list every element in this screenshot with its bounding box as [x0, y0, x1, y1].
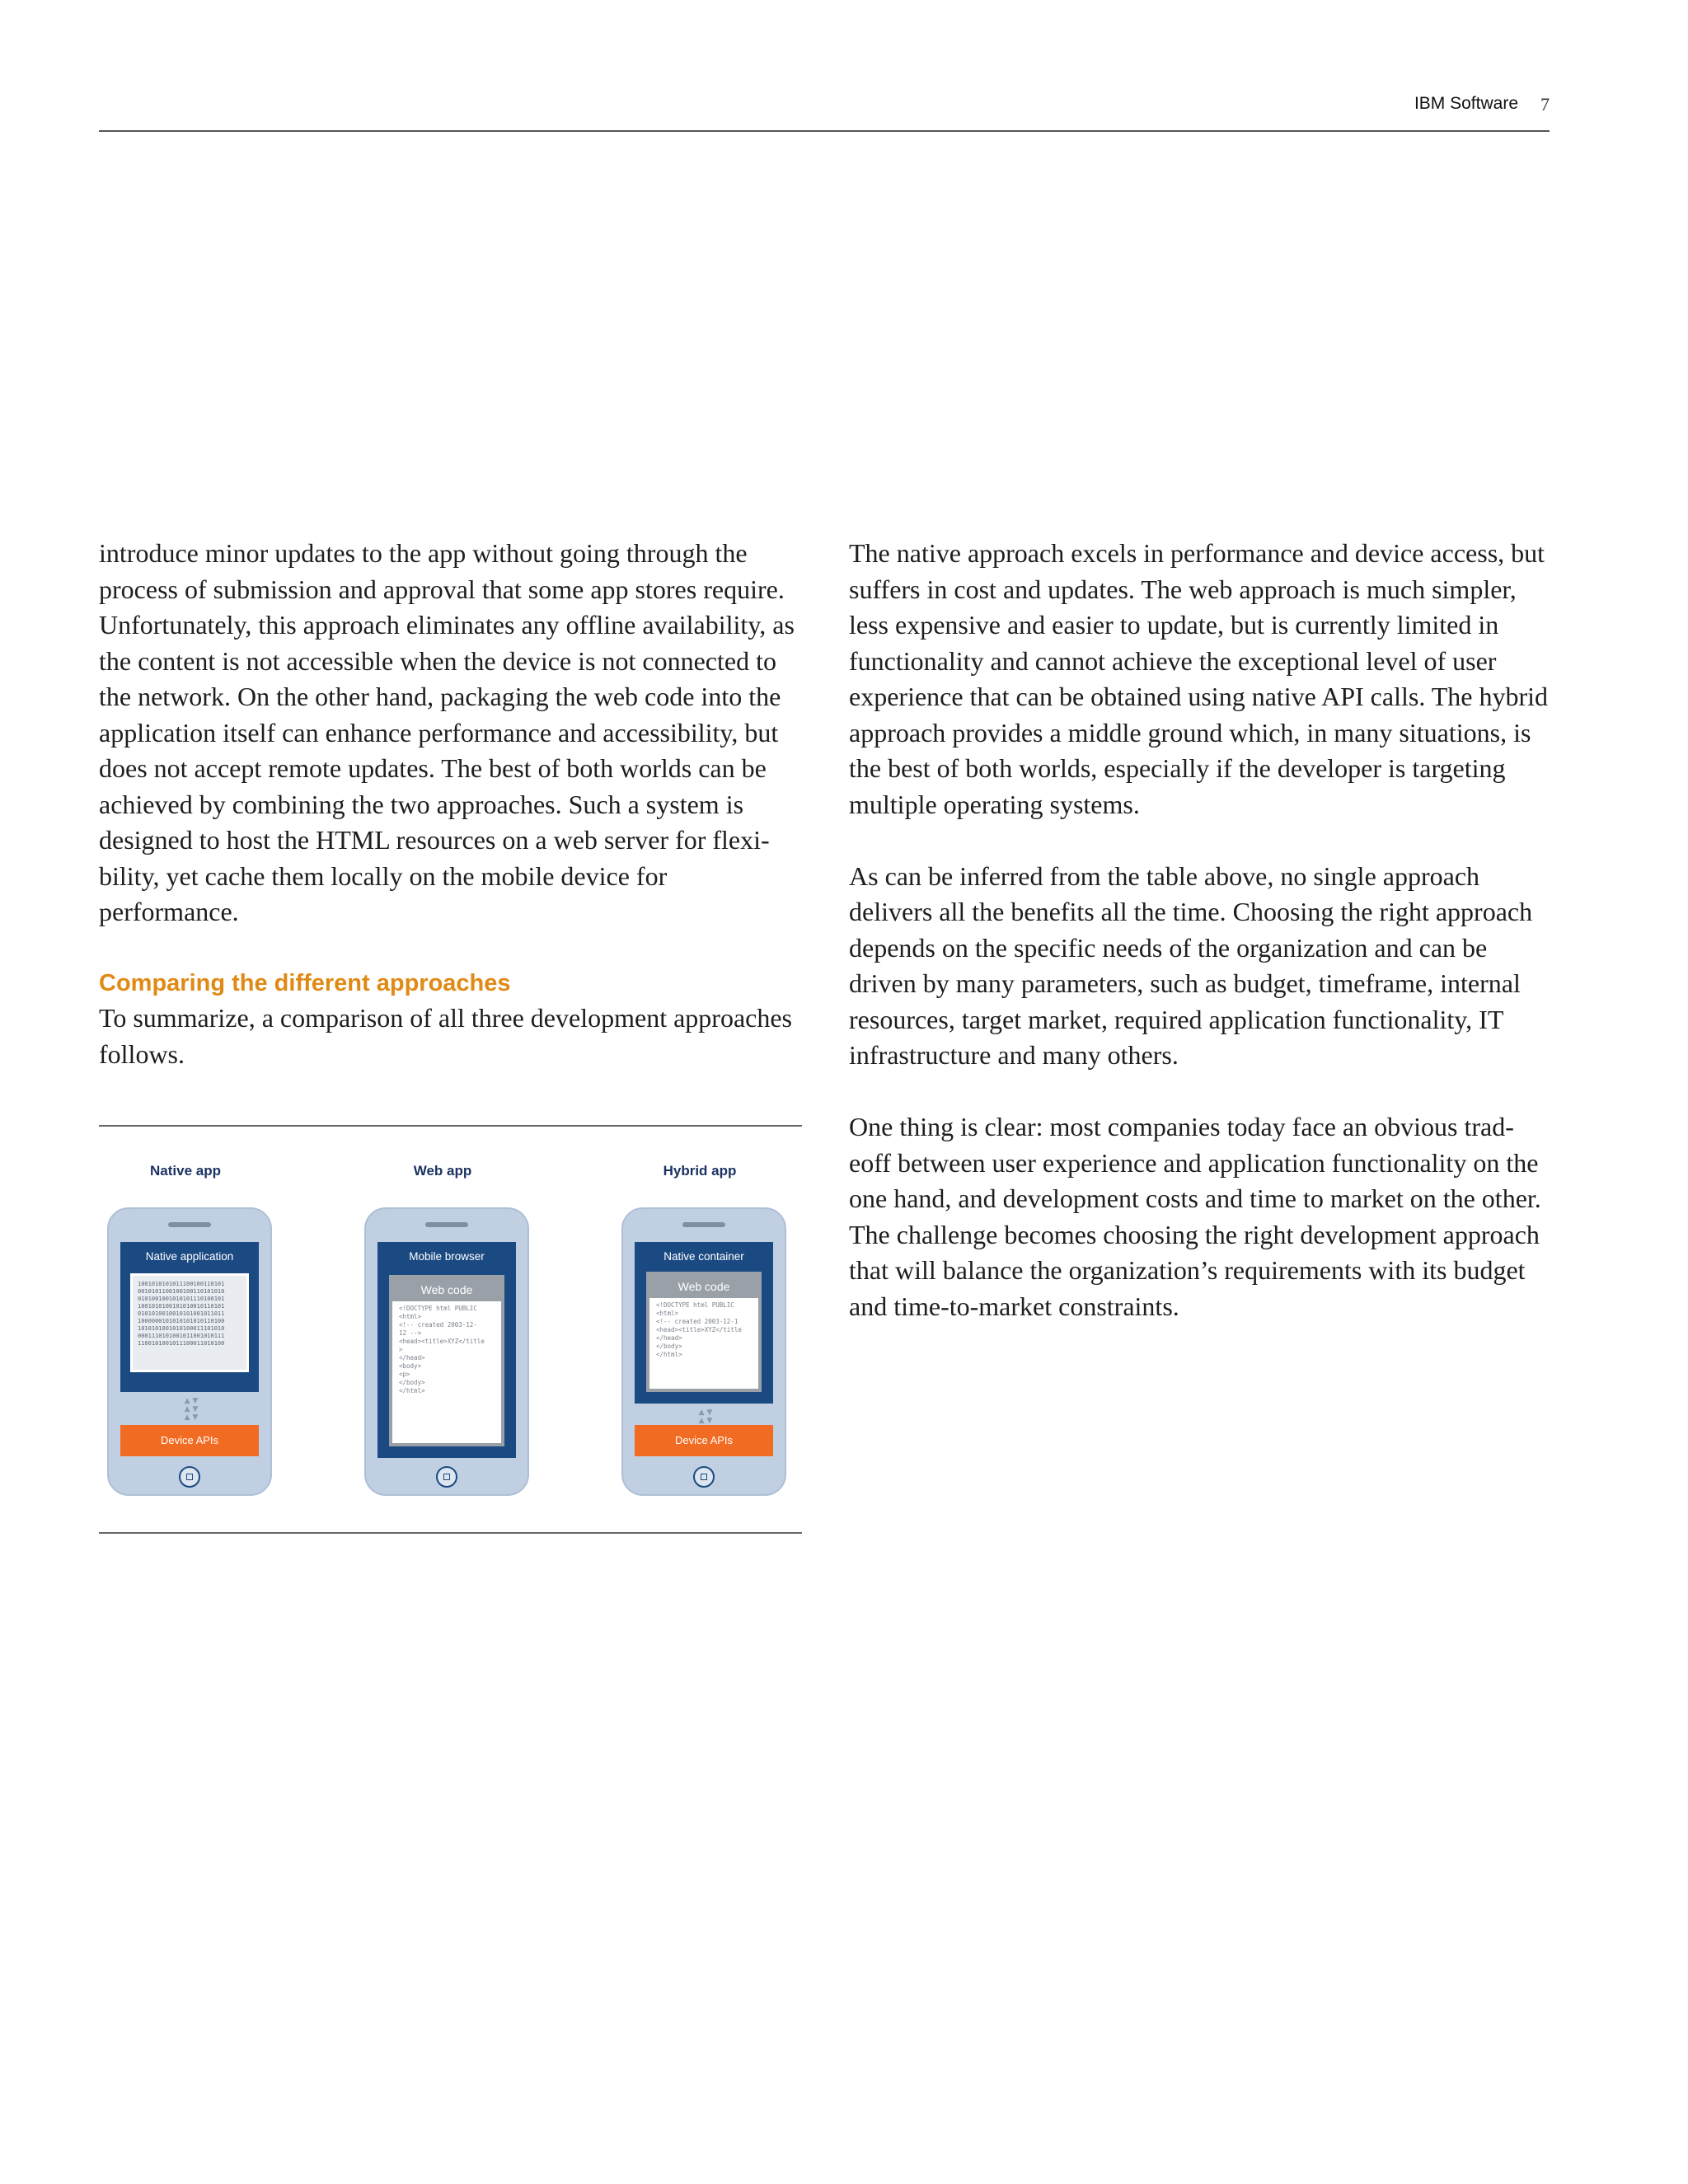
left-paragraph-1: introduce minor updates to the app without going through the process of submission and approval that some app stores require. Unfortunately, this approach eliminates any offline availability, as the content is not accessible when the device is not connected to the network. On the other hand, packaging the web code into the application itself can enhance performance and accessibility, but does not accept remote updates. The best of both worlds can be achieved by combining the two approaches. Such a system is designed to host the HTML resources on a web server for flexi-bility, yet cache them locally on the mobile device for performance. — [99, 538, 795, 926]
hybrid-device-apis: Device APIs — [635, 1425, 773, 1456]
home-button-icon — [179, 1466, 200, 1488]
web-screen-title: Mobile browser — [409, 1250, 485, 1263]
native-screen — [120, 1242, 259, 1392]
data-flow-arrows-icon: ▲ ▼ ▲ ▼ — [698, 1408, 713, 1425]
web-code-label: Web code — [649, 1275, 758, 1298]
hybrid-app-title: Hybrid app — [663, 1163, 737, 1179]
web-code-block: Web code <!DOCTYPE html PUBLIC <html> <!-- created 2003-12- 12 --> <head><title>XYZ</title > </head> <body> <p> </body> </html> — [389, 1275, 504, 1446]
section-heading: Comparing the different approaches — [99, 970, 511, 996]
hybrid-screen-title: Native container — [663, 1250, 744, 1263]
hybrid-phone — [621, 1207, 786, 1496]
home-button-icon — [693, 1466, 715, 1488]
native-phone — [107, 1207, 272, 1496]
right-paragraph-2: As can be inferred from the table above, no single approach delivers all the benefits all the time. Choosing the right approach depends on the specific needs of the organization and can be driven by many parameters, such as budget, timeframe, internal resources, target market, required application functionality, IT infrastructure and many others. — [849, 860, 1533, 1070]
web-app-title: Web app — [413, 1163, 472, 1179]
data-flow-arrows-icon: ▲ ▼ ▲ ▼ ▲ ▼ — [184, 1397, 199, 1422]
left-column — [99, 536, 808, 1108]
native-app-column — [99, 1127, 272, 1532]
page-header — [99, 82, 1550, 132]
web-app-column — [356, 1127, 529, 1532]
approaches-figure — [99, 1125, 802, 1534]
right-paragraph-1: The native approach excels in performance and device access, but suffers in cost and updates. The web approach is much simpler, less expensive and easier to update, but is currently limited in functionality and cannot achieve the exceptional level of user experience that can be obtained using native API calls. The hybrid approach provides a middle ground which, in many situations, is the best of both worlds, especially if the developer is targeting multiple operating systems. — [849, 538, 1549, 819]
right-column — [849, 536, 1550, 1361]
web-phone — [364, 1207, 529, 1496]
right-paragraph-3: One thing is clear: most companies today face an obvious trad-eoff between user experience and application functionality on the one hand, and development costs and time to market on the other. The challenge becomes choosing the right development approach that will balance the organization’s requirements with its budget and time-to-market constraints. — [849, 1112, 1541, 1321]
native-app-title: Native app — [150, 1163, 221, 1179]
speaker-icon — [425, 1222, 468, 1227]
binary-code-block: 1001010101011100100110101 0010101100100100110101010 0101001001010101110100101 1001010100101010010110101 0101010010010101001011011 1000000101010101010110100 1010101001010100011101010 0001110101001011001010111 1100101001011100011010100 — [130, 1273, 249, 1372]
header-label: IBM Software — [1414, 94, 1518, 113]
hybrid-app-column — [613, 1127, 786, 1532]
hybrid-screen — [635, 1242, 773, 1404]
native-device-apis: Device APIs — [120, 1425, 259, 1456]
native-screen-title: Native application — [145, 1250, 234, 1263]
speaker-icon — [168, 1222, 211, 1227]
speaker-icon — [682, 1222, 725, 1227]
page-number: 7 — [1540, 94, 1550, 115]
home-button-icon — [436, 1466, 457, 1488]
web-code-label: Web code — [392, 1278, 501, 1301]
left-paragraph-2: To summarize, a comparison of all three development approaches follows. — [99, 1003, 792, 1069]
web-code-block: Web code <!DOCTYPE html PUBLIC <html> <!-- created 2003-12-1 <head><title>XYZ</title </head> </body> </html> — [646, 1272, 762, 1392]
web-screen — [377, 1242, 516, 1458]
